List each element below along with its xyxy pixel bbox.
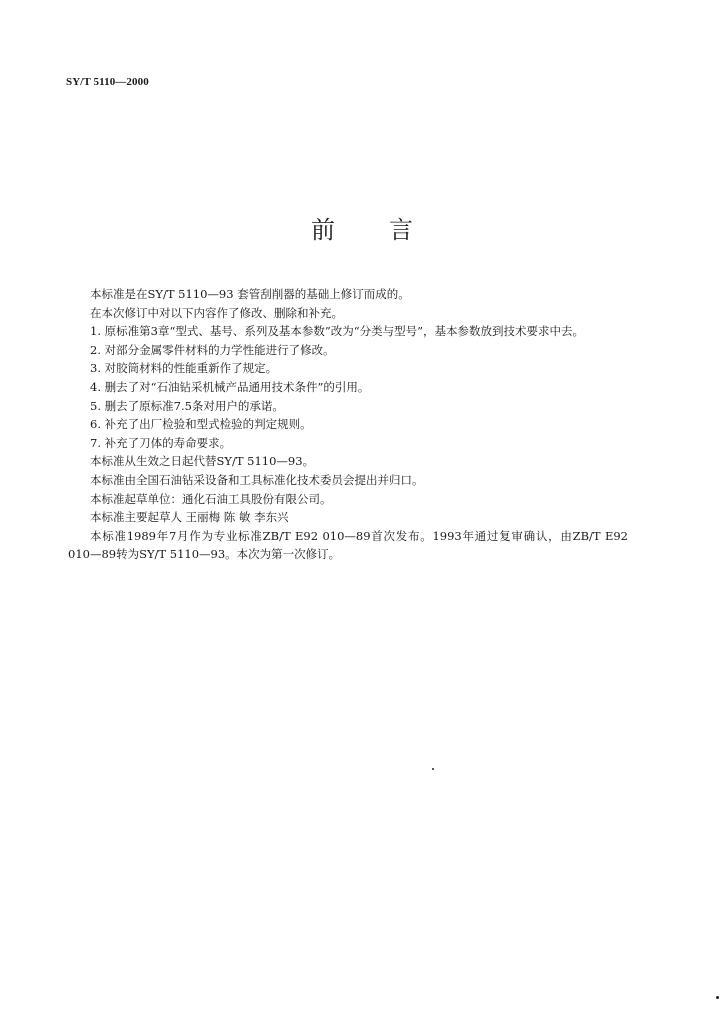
paragraph: 本标准是在SY/T 5110—93 套管刮削器的基础上修订而成的。 bbox=[90, 287, 410, 301]
standard-code: SY/T 5110—2000 bbox=[66, 76, 149, 88]
paragraph: 7. 补充了刀体的寿命要求。 bbox=[90, 435, 232, 450]
paragraph: 4. 删去了对“石油钻采机械产品通用技术条件”的引用。 bbox=[90, 379, 370, 394]
scan-speck bbox=[432, 768, 434, 770]
paragraph: 本标准由全国石油钻采设备和工具标准化技术委员会提出并归口。 bbox=[90, 472, 424, 487]
page-title: 前言 bbox=[311, 216, 467, 244]
paragraph: 在本次修订中对以下内容作了修改、删除和补充。 bbox=[90, 305, 343, 320]
scan-speck bbox=[716, 996, 719, 999]
foreword-body bbox=[68, 285, 628, 564]
paragraph: 本标准从生效之日起代替SY/T 5110—93。 bbox=[90, 454, 315, 469]
paragraph: 本标准主要起草人 王丽梅 陈 敏 李东兴 bbox=[90, 510, 289, 525]
paragraph: 本标准1989年7月作为专业标准ZB/T E92 010—89首次发布。1993年通过复审确认，由ZB/T E92 010—89转为SY/T 5110—93。本次为第一次修订。 bbox=[68, 528, 628, 562]
paragraph: 6. 补充了出厂检验和型式检验的判定规则。 bbox=[90, 417, 312, 432]
paragraph: 1. 原标准第3章“型式、基号、系列及基本参数”改为“分类与型号”，基本参数放到技术要求中去。 bbox=[90, 324, 584, 339]
paragraph: 3. 对胶筒材料的性能重新作了规定。 bbox=[90, 361, 278, 376]
paragraph: 2. 对部分金属零件材料的力学性能进行了修改。 bbox=[90, 342, 335, 357]
paragraph: 本标准起草单位：通化石油工具股份有限公司。 bbox=[90, 491, 332, 506]
paragraph: 5. 删去了原标准7.5条对用户的承诺。 bbox=[90, 398, 284, 413]
